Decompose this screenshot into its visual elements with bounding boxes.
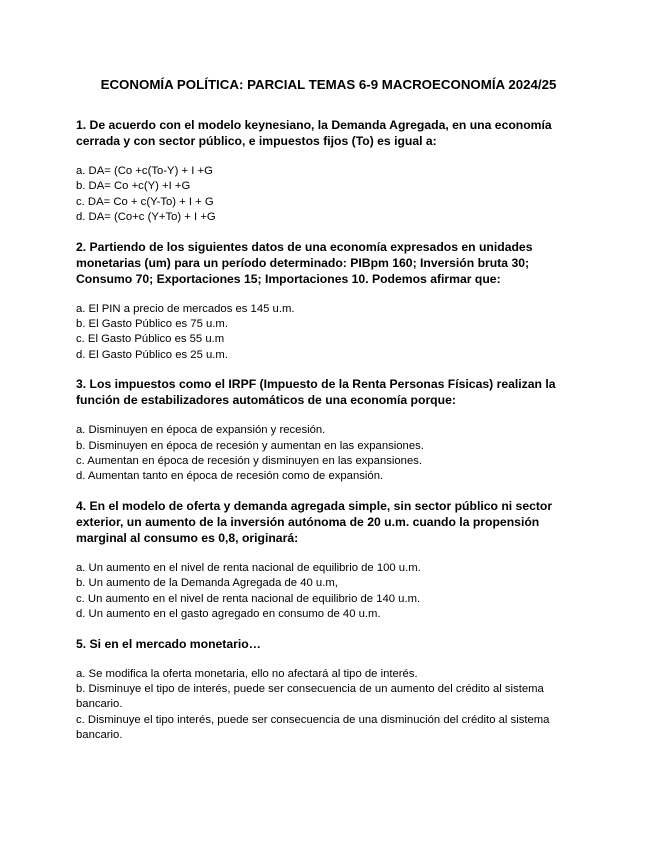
question-text: 3. Los impuestos como el IRPF (Impuesto de la Renta Personas Físicas) realizan la función de estabilizadores automáticos de una economía porque: [76,377,556,408]
option-d: d. El Gasto Público es 25 u.m. [76,348,228,361]
option-b: b. DA= Co +c(Y) +I +G [76,180,191,193]
option-a: a. Un aumento en el nivel de renta nacional de equilibrio de 100 u.m. [76,561,421,574]
option-c: c. Disminuye el tipo interés, puede ser consecuencia de una disminución del crédito al sistema bancario. [76,713,550,742]
option-c: c. Un aumento en el nivel de renta nacional de equilibrio de 140 u.m. [76,592,421,605]
option-b: b. Un aumento de la Demanda Agregada de 40 u.m, [76,577,338,590]
option-b: b. El Gasto Público es 75 u.m. [76,318,228,331]
question-1 [76,117,581,226]
question-text: 4. En el modelo de oferta y demanda agregada simple, sin sector público ni sector exterior, un aumento de la inversión autónoma de 20 u.m. cuando la propensión marginal al consumo es 0,8, originará: [76,498,553,545]
question-5 [76,636,581,744]
question-2 [76,239,581,364]
option-list [76,561,581,623]
option-c: c. DA= Co + c(Y-To) + I + G [76,195,214,208]
option-c: c. El Gasto Público es 55 u.m [76,333,225,346]
question-4 [76,498,581,623]
option-d: d. Aumentan tanto en época de recesión como de expansión. [76,470,384,483]
option-a: a. Se modifica la oferta monetaria, ello no afectará al tipo de interés. [76,667,418,680]
option-b: b. Disminuye el tipo de interés, puede ser consecuencia de un aumento del crédito al sistema bancario. [76,682,544,711]
option-b: b. Disminuyen en época de recesión y aumentan en las expansiones. [76,439,424,452]
question-3 [76,376,581,485]
option-list [76,302,581,364]
option-d: d. Un aumento en el gasto agregado en consumo de 40 u.m. [76,608,381,621]
question-text: 2. Partiendo de los siguientes datos de una economía expresados en unidades monetarias (um) para un período determinado: PIBpm 160; Inversión bruta 30; Consumo 70; Exportaciones 15; Importaciones 10. Podemos afirmar que: [76,239,533,286]
option-list [76,423,581,485]
option-list [76,164,581,226]
option-list [76,667,581,744]
option-a: a. El PIN a precio de mercados es 145 u.m. [76,302,295,315]
option-a: a. Disminuyen en época de expansión y recesión. [76,424,326,437]
question-text: 1. De acuerdo con el modelo keynesiano, la Demanda Agregada, en una economía cerrada y con sector público, e impuestos fijos (To) es igual a: [76,118,552,148]
option-d: d. DA= (Co+c (Y+To) + I +G [76,211,216,224]
question-text: 5. Si en el mercado monetario… [76,636,261,651]
document-title: ECONOMÍA POLÍTICA: PARCIAL TEMAS 6-9 MACROECONOMÍA 2024/25 [100,77,557,92]
option-a: a. DA= (Co +c(To-Y) + I +G [76,165,213,177]
option-c: c. Aumentan en época de recesión y disminuyen en las expansiones. [76,455,423,468]
